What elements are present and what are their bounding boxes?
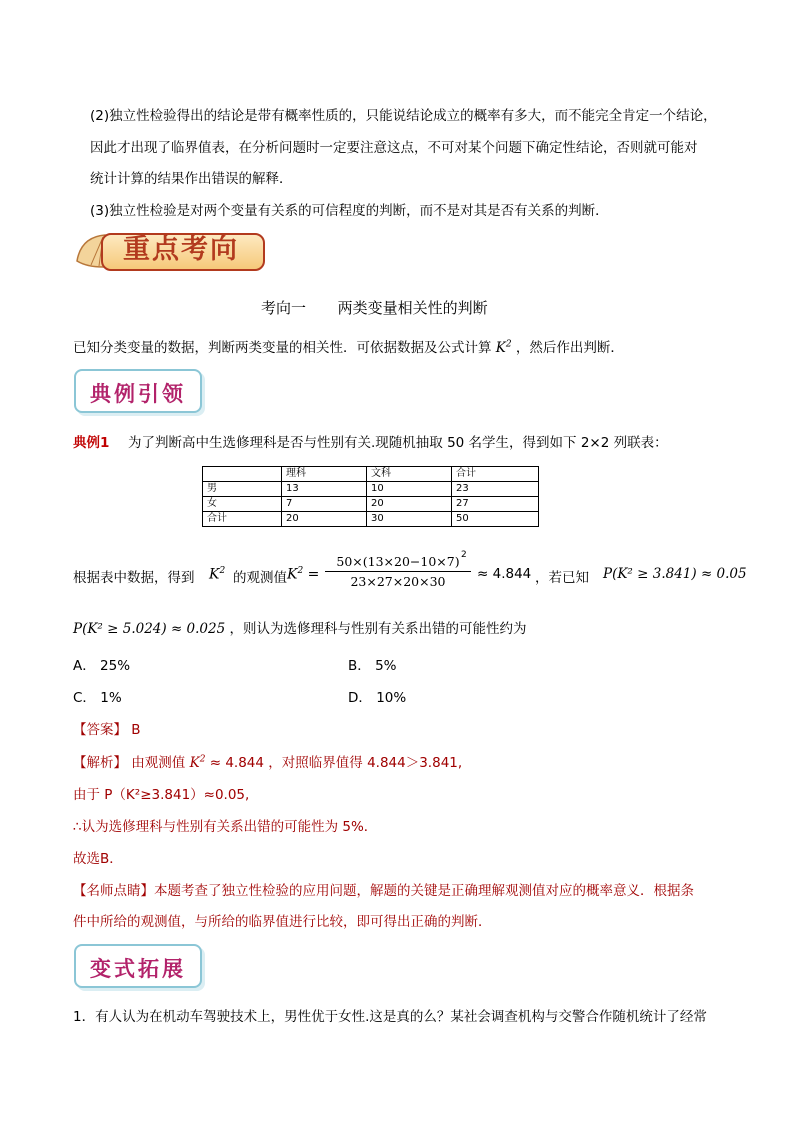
option-a[interactable]: A． 25% xyxy=(73,658,131,674)
key-points-banner xyxy=(73,231,263,269)
option-c[interactable]: C． 1% xyxy=(73,690,122,706)
variant-box-label: 变式拓展 xyxy=(90,956,186,981)
example-box xyxy=(74,369,202,413)
analysis-line-4: 故选B． xyxy=(73,851,123,867)
answer-value: B xyxy=(131,722,141,738)
example-box-label: 典例引领 xyxy=(90,381,186,406)
formula-approx: ≈ 4.844 xyxy=(477,566,532,582)
table-row: 合计 20 30 50 xyxy=(203,512,539,527)
tip-label: 【名师点睛】 xyxy=(73,883,154,899)
section-heading-title: 两类变量相关性的判断 xyxy=(337,299,488,317)
probability-1: P(K² ≥ 3.841) ≈ 0.05 xyxy=(603,566,747,582)
intro-line-4: (3)独立性检验是对两个变量有关系的可信程度的判断，而不是对其是否有关系的判断． xyxy=(90,203,609,219)
example-tag: 典例1 xyxy=(73,435,110,451)
section-heading-num: 考向一 xyxy=(261,299,307,317)
formula-fraction xyxy=(325,554,471,589)
tip-line-2: 件中所给的观测值，与所给的临界值进行比较，即可得出正确的判断． xyxy=(73,914,492,930)
k-squared-symbol: $K^2$ = xyxy=(287,566,320,583)
option-b[interactable]: B． 5% xyxy=(348,658,397,674)
section-heading xyxy=(261,297,488,318)
table-header-row: 理科 文科 合计 xyxy=(203,467,539,482)
example-stem: 典例1 为了判断高中生选修理科是否与性别有关.现随机抽取 50 名学生，得到如下 2×2 列联表： xyxy=(73,435,668,451)
formula-denominator: 23×27×20×30 xyxy=(350,574,446,589)
table-row: 男 13 10 23 xyxy=(203,482,539,497)
answer-label: 【答案】 xyxy=(73,722,127,738)
intro-line-3: 统计计算的结果作出错误的解释． xyxy=(90,171,293,187)
analysis-label: 【解析】 xyxy=(73,755,127,771)
question-1: 1．有人认为在机动车驾驶技术上，男性优于女性.这是真的么？某社会调查机构与交警合作随机统计了经常 xyxy=(73,1009,707,1025)
option-d[interactable]: D． 10% xyxy=(348,690,407,706)
tip-line-1: 【名师点睛】本题考查了独立性检验的应用问题，解题的关键是正确理解观测值对应的概率意义．根据条 xyxy=(73,883,694,899)
intro-line-2: 因此才出现了临界值表，在分析问题时一定要注意这点，不可对某个问题下确定性结论，否则就可能对 xyxy=(90,140,698,156)
section-description: 已知分类变量的数据，判断两类变量的相关性．可依据数据及公式计算 $K^2$ ，然后作出判断． xyxy=(73,339,624,356)
probability-line: P(K² ≥ 5.024) ≈ 0.025 ，则认为选修理科与性别有关系出错的可能性约为 xyxy=(73,621,527,637)
table-row: 女 7 20 27 xyxy=(203,497,539,512)
contingency-table xyxy=(202,466,539,527)
banner-title: 重点考向 xyxy=(123,234,239,265)
k-squared-symbol: $K^2$ xyxy=(189,754,206,771)
formula-numerator: 50×(13×20−10×7) xyxy=(325,554,471,572)
k-squared-symbol: $K^2$ xyxy=(209,566,226,583)
analysis-line-3: ∴认为选修理科与性别有关系出错的可能性为 5%． xyxy=(73,819,378,835)
answer-line xyxy=(73,718,141,738)
k-squared-symbol: $K^2$ xyxy=(495,339,512,356)
analysis-line-2: 由于 P（K²≥3.841）≈0.05, xyxy=(73,787,250,803)
intro-line-1: (2)独立性检验得出的结论是带有概率性质的，只能说结论成立的概率有多大，而不能完全肯定一个结论， xyxy=(90,108,717,124)
analysis-line-1: 【解析】 由观测值 $K^2 \approx 4.844$ ，对照临界值得 4.844＞3.841, xyxy=(73,754,463,771)
probability-2: P(K² ≥ 5.024) ≈ 0.025 xyxy=(73,621,226,637)
variant-box xyxy=(74,944,202,988)
formula-line: 根据表中数据，得到 $K^2$ 的观测值 $K^2$ = $\frac{50\times(13\times 20-10\times 7)}{23\times 27\times 20\times 30}$ 2 ≈ 4.844 ，若已知 P(K² ≥ 3.841) ≈ 0.05 xyxy=(73,550,747,589)
